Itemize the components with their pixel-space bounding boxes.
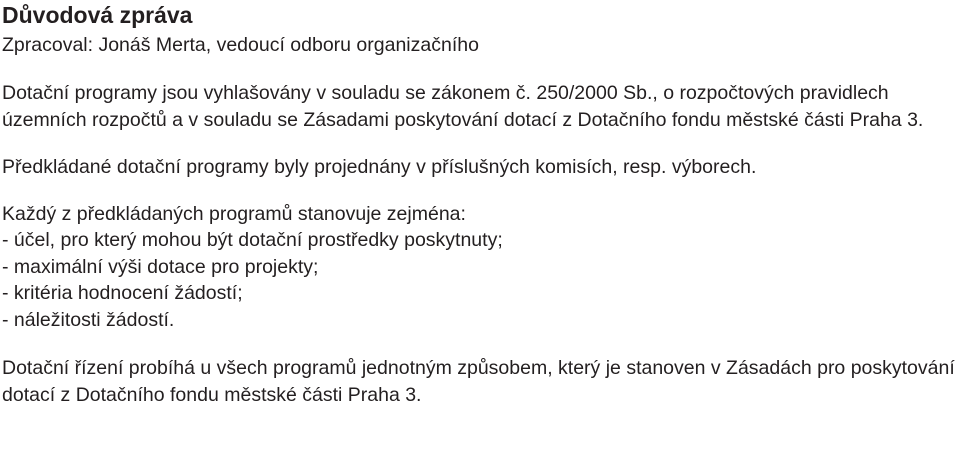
paragraph-committees: Předkládané dotační programy byly projednány v příslušných komisích, resp. výborech. <box>2 156 757 178</box>
list-item: - kritéria hodnocení žádostí; <box>2 282 243 304</box>
paragraph-legal-basis: Dotační programy jsou vyhlašovány v souladu se zákonem č. 250/2000 Sb., o rozpočtových pravidlech územních rozpočtů a v souladu se Zásadami poskytování dotací z Dotačního fondu městské části Praha 3. <box>2 82 924 131</box>
list-item: - náležitosti žádostí. <box>2 308 175 331</box>
paragraph-procedure: Dotační řízení probíhá u všech programů jednotným způsobem, který je stanoven v Zásadách pro poskytování dotací z Dotačního fondu městské části Praha 3. <box>2 357 955 406</box>
author-line: Zpracoval: Jonáš Merta, vedoucí odboru organizačního <box>2 34 479 56</box>
list-item: - maximální výši dotace pro projekty; <box>2 255 319 278</box>
document-title: Důvodová zpráva <box>2 2 193 28</box>
program-requirements-block <box>2 201 958 334</box>
requirements-list <box>2 227 958 333</box>
list-intro: Každý z předkládaných programů stanovuje zejména: <box>2 202 466 225</box>
list-item: - účel, pro který mohou být dotační prostředky poskytnuty; <box>2 229 503 251</box>
